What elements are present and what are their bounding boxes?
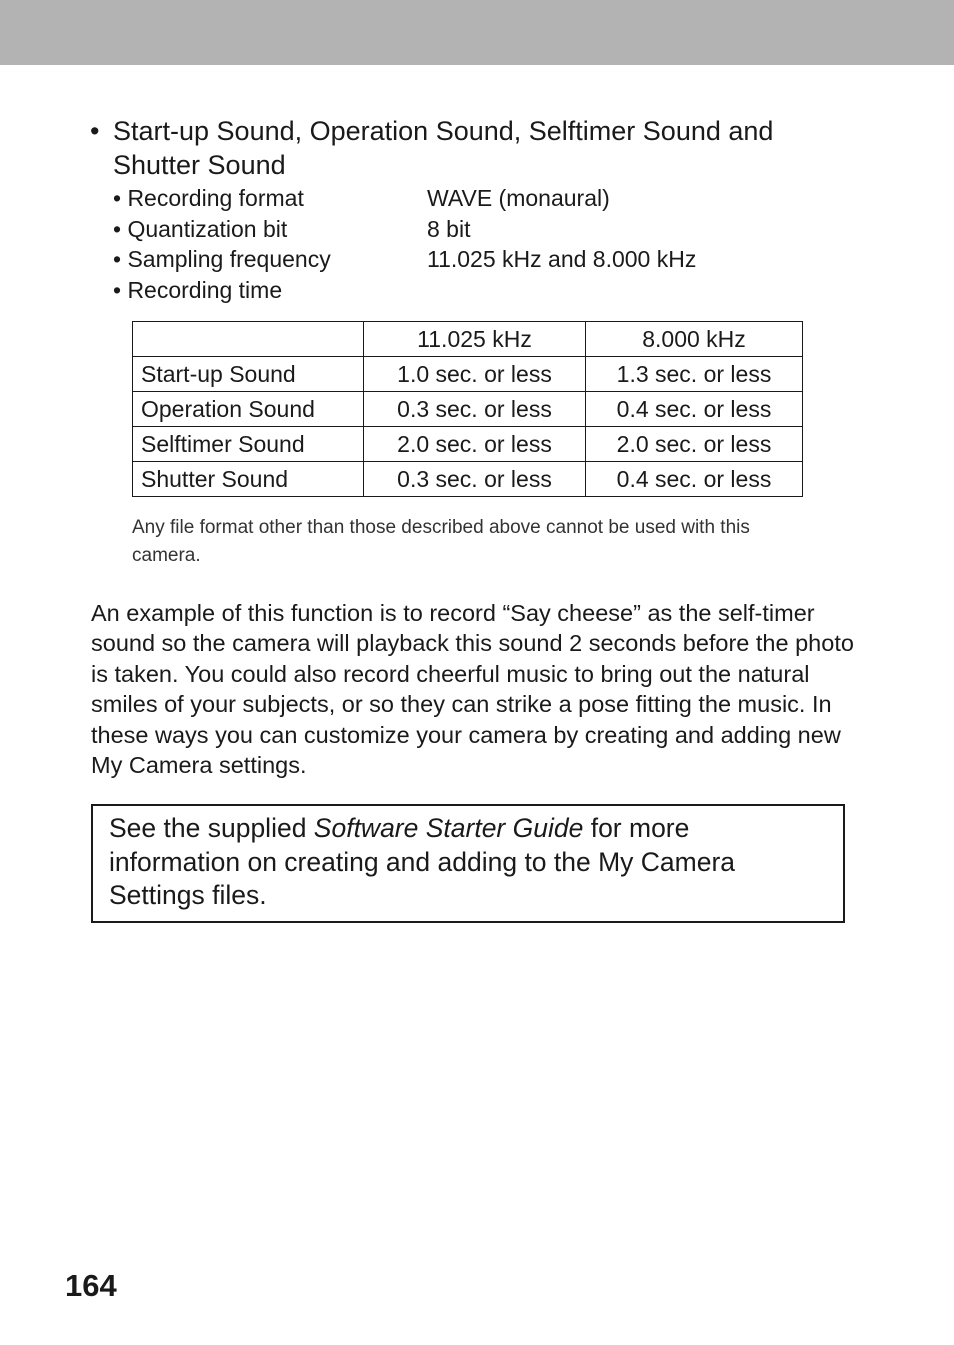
table-cell: 2.0 sec. or less — [364, 427, 586, 462]
header-band — [0, 0, 954, 65]
spec-value: 8 bit — [427, 215, 471, 242]
spec-label: • Recording format — [113, 185, 304, 211]
body-paragraph: An example of this function is to record “Say cheese” as the self-timer sound so the camera will playback this sound 2 seconds before the photo is taken. You could also record cheerful music to bring out the natural smiles of your subjects, or so they can strike a pose fitting the music. In these ways you can customize your camera by creating and adding new My Camera settings. — [91, 600, 854, 779]
table-header-cell: 8.000 kHz — [586, 322, 803, 357]
table-cell: Operation Sound — [133, 392, 364, 427]
spec-label: • Recording time — [113, 276, 283, 303]
format-note: Any file format other than those described above cannot be used with this camera. — [132, 517, 750, 566]
table-cell: 0.3 sec. or less — [364, 392, 586, 427]
table-cell: 1.3 sec. or less — [586, 357, 803, 392]
table-cell: Start-up Sound — [133, 357, 364, 392]
table-cell: Shutter Sound — [133, 462, 364, 497]
table-cell: Selftimer Sound — [133, 427, 364, 462]
reference-text-start: See the supplied — [109, 813, 314, 843]
table-cell: 0.3 sec. or less — [364, 462, 586, 497]
spec-label: • Quantization bit — [113, 215, 288, 242]
table-header-cell: 11.025 kHz — [364, 322, 586, 357]
table-header-row — [133, 322, 803, 357]
table-row — [133, 462, 803, 497]
table-cell: 0.4 sec. or less — [586, 392, 803, 427]
page-number: 164 — [65, 1268, 117, 1303]
bullet-marker: • — [90, 116, 100, 146]
table-cell: 1.0 sec. or less — [364, 357, 586, 392]
reference-text-end: for more information on creating and adding to the My Camera Settings files. — [109, 813, 736, 911]
table-cell: 0.4 sec. or less — [586, 462, 803, 497]
section-heading-text: Start-up Sound, Operation Sound, Selftimer Sound and Shutter Sound — [113, 116, 774, 180]
table-cell: 2.0 sec. or less — [586, 427, 803, 462]
table-row — [133, 357, 803, 392]
guide-title: Software Starter Guide — [313, 813, 584, 843]
recording-time-table — [132, 321, 803, 497]
table-row — [133, 427, 803, 462]
table-header-cell — [133, 322, 364, 357]
spec-value: 11.025 kHz and 8.000 kHz — [427, 246, 697, 272]
section-heading — [90, 114, 850, 182]
reference-box — [91, 804, 845, 923]
spec-label: • Sampling frequency — [113, 246, 331, 272]
spec-value: WAVE (monaural) — [427, 185, 610, 211]
table-row — [133, 392, 803, 427]
